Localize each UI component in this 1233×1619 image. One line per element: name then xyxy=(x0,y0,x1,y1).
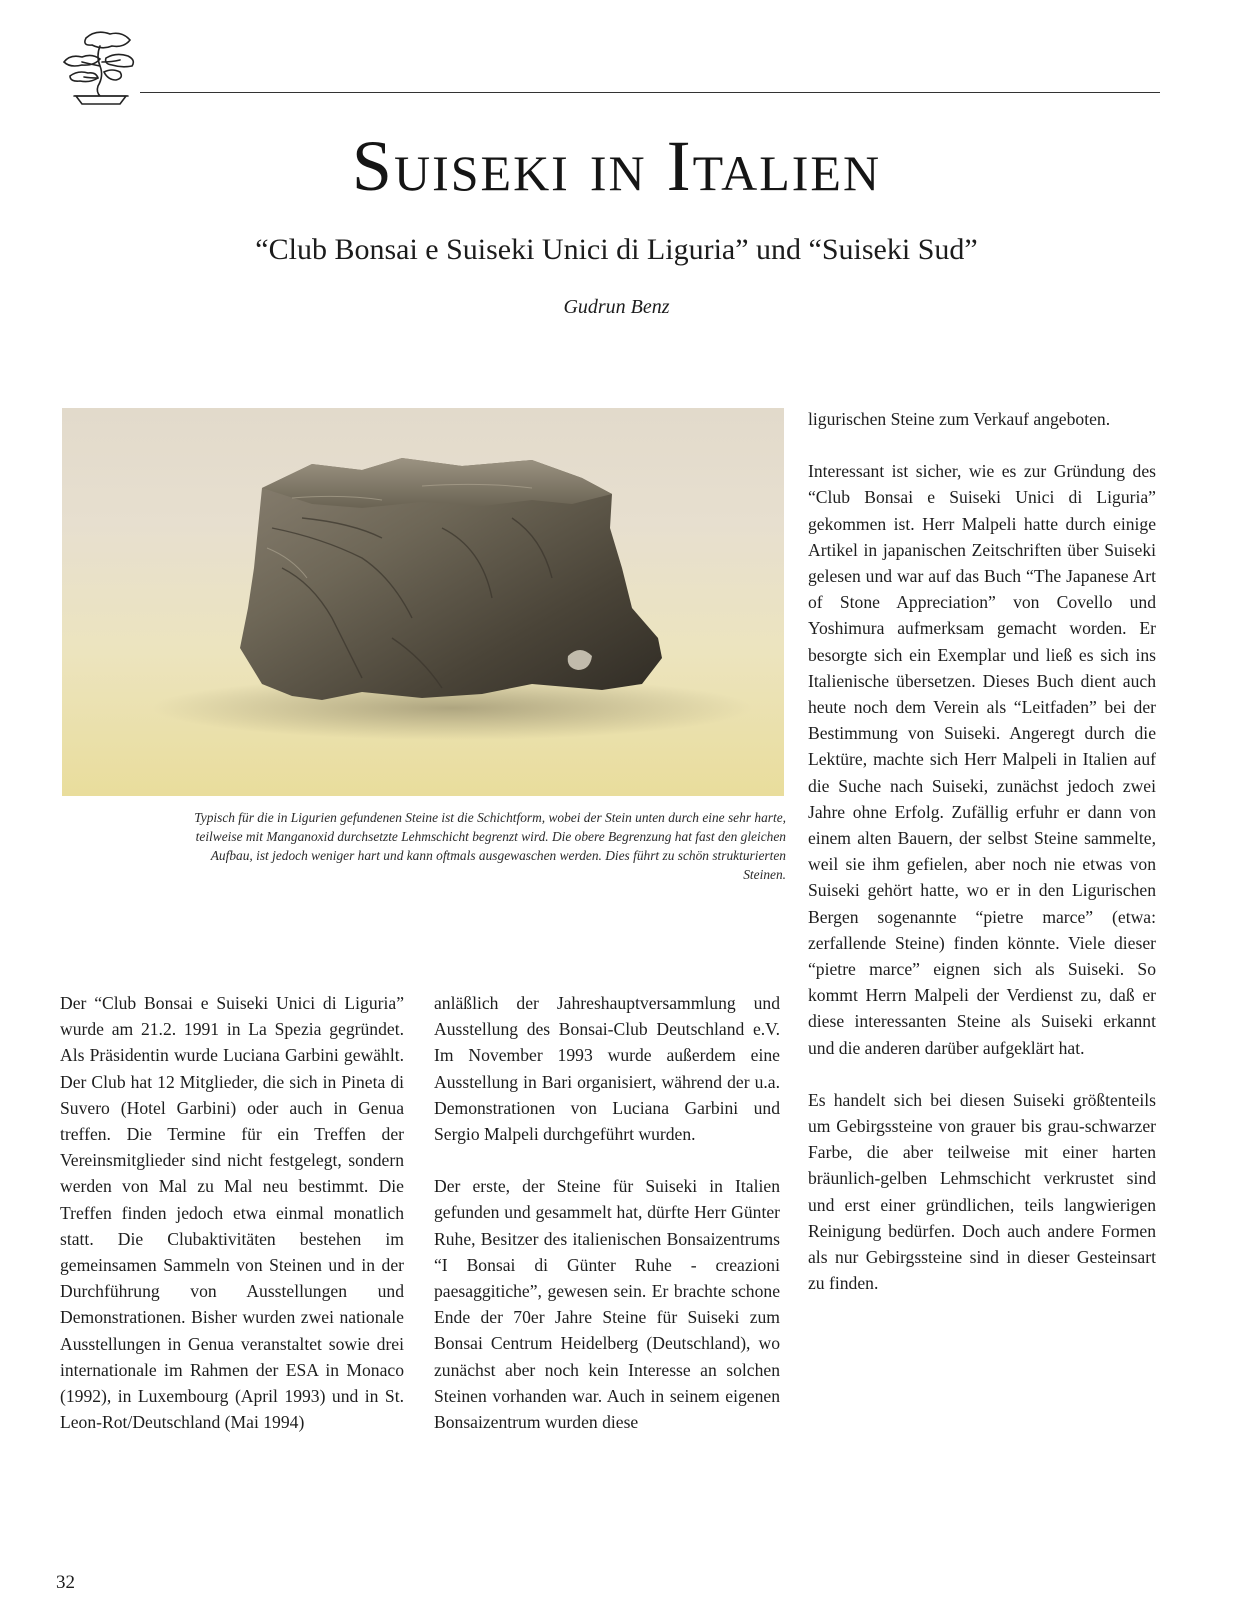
article-subtitle: “Club Bonsai e Suiseki Unici di Liguria” und “Suiseki Sud” xyxy=(255,233,978,266)
body-column-2 xyxy=(434,990,780,1435)
paragraph: Der erste, der Steine für Suiseki in Italien gefunden und gesammelt hat, dürfte Herr Günter Ruhe, Besitzer des italienischen Bonsaizentrums “I Bonsai di Günter Ruhe - creazioni paesaggitiche”, gewesen sein. Er brachte schone Ende der 70er Jahre Steine für Suiseki zum Bonsai Centrum Heidelberg (Deutschland), wo zunächst aber noch kein Interesse an solchen Steinen vorhanden war. Auch in seinem eigenen Bonsaizentrum wurden diese xyxy=(434,1176,780,1433)
paragraph: Der “Club Bonsai e Suiseki Unici di Liguria” wurde am 21.2. 1991 in La Spezia gegründet. Als Präsidentin wurde Luciana Garbini gewählt. Der Club hat 12 Mitglieder, die sich in Pineta di Suvero (Hotel Garbini) oder auch in Genua treffen. Die Termine für ein Treffen der Vereinsmitglieder sind nicht festgelegt, sondern werden von Mal zu Mal neu bestimmt. Die Treffen finden jedoch etwa einmal monatlich statt. Die Clubaktivitäten bestehen im gemeinsamen Sammeln von Steinen und in der Durchführung von Ausstellungen und Demonstrationen. Bisher wurden zwei nationale Ausstellungen in Genua veranstaltet sowie drei internationale im Rahmen der ESA in Monaco (1992), in Luxembourg (April 1993) und in St. Leon-Rot/Deutschland (Mai 1994) xyxy=(60,993,404,1433)
bonsai-tree-icon xyxy=(60,26,142,110)
body-column-1 xyxy=(60,990,404,1435)
header-rule xyxy=(140,92,1160,93)
paragraph: ligurischen Steine zum Verkauf angeboten. xyxy=(808,409,1111,429)
author-name: Gudrun Benz xyxy=(563,296,670,318)
article-title: Suiseki in Italien xyxy=(351,126,882,206)
paragraph: Es handelt sich bei diesen Suiseki größtenteils um Gebirgssteine von grauer bis grau-schwarzer Farbe, die aber teilweise mit einer harten bräunlich-gelben Lehmschicht verkrustet sind und erst einer gründlichen, teils langwierigen Reinigung bedürfen. Doch auch andere Formen als nur Gebirgssteine sind in dieser Gesteinsart zu finden. xyxy=(808,1089,1156,1294)
photo-caption: Typisch für die in Ligurien gefundenen Steine ist die Schichtform, wobei der Stein unten durch eine sehr harte, teilweise mit Manganoxid durchsetzte Lehmschicht begrenzt wird. Die obere Begrenzung hat fast den gleichen Aufbau, ist jedoch weniger hart und kann oftmals ausgewaschen werden. Dies führt zu schön strukturierten Steinen. xyxy=(194,810,786,882)
page-number: 32 xyxy=(56,1572,75,1593)
paragraph: Interessant ist sicher, wie es zur Gründung des “Club Bonsai e Suiseki Unici di Liguria” gekommen ist. Herr Malpeli hatte durch einige Artikel in japanischen Zeitschriften über Suiseki gelesen und war auf das Buch “The Japanese Art of Stone Appreciation” von Covello und Yoshimura aufmerksam gemacht worden. Er besorgte sich ein Exemplar und ließ es sich ins Italienische übersetzen. Dieses Buch dient auch heute noch dem Verein als “Leitfaden” bei der Bestimmung von Suiseki. Angeregt durch die Lektüre, machte sich Herr Malpeli in Italien auf die Suche nach Suiseki, zunächst jedoch zwei Jahre ohne Erfolg. Zufällig erfuhr er dann von einem alten Bauern, der selbst Steine sammelte, weil sie ihm gefielen, aber noch nie etwas von Suiseki gehört hatte, wo er in den Ligurischen Bergen sogenannte “pietre marce” (etwa: zerfallende Steine) finden könnte. Viele dieser “pietre marce” eignen sich als Suiseki. So kommt Herrn Malpeli der Verdienst zu, daß er diese interessanten Steine als Suiseki erkannt und die anderen darüber aufgeklärt hat. xyxy=(808,461,1156,1058)
paragraph: anläßlich der Jahreshauptversammlung und Ausstellung des Bonsai-Club Deutschland e.V. Im November 1993 wurde außerdem eine Ausstellung in Bari organisiert, während der u.a. Demonstrationen von Luciana Garbini und Sergio Malpeli durchgeführt wurden. xyxy=(434,993,780,1145)
body-column-3 xyxy=(808,406,1156,1297)
suiseki-stone-photo xyxy=(62,408,784,796)
